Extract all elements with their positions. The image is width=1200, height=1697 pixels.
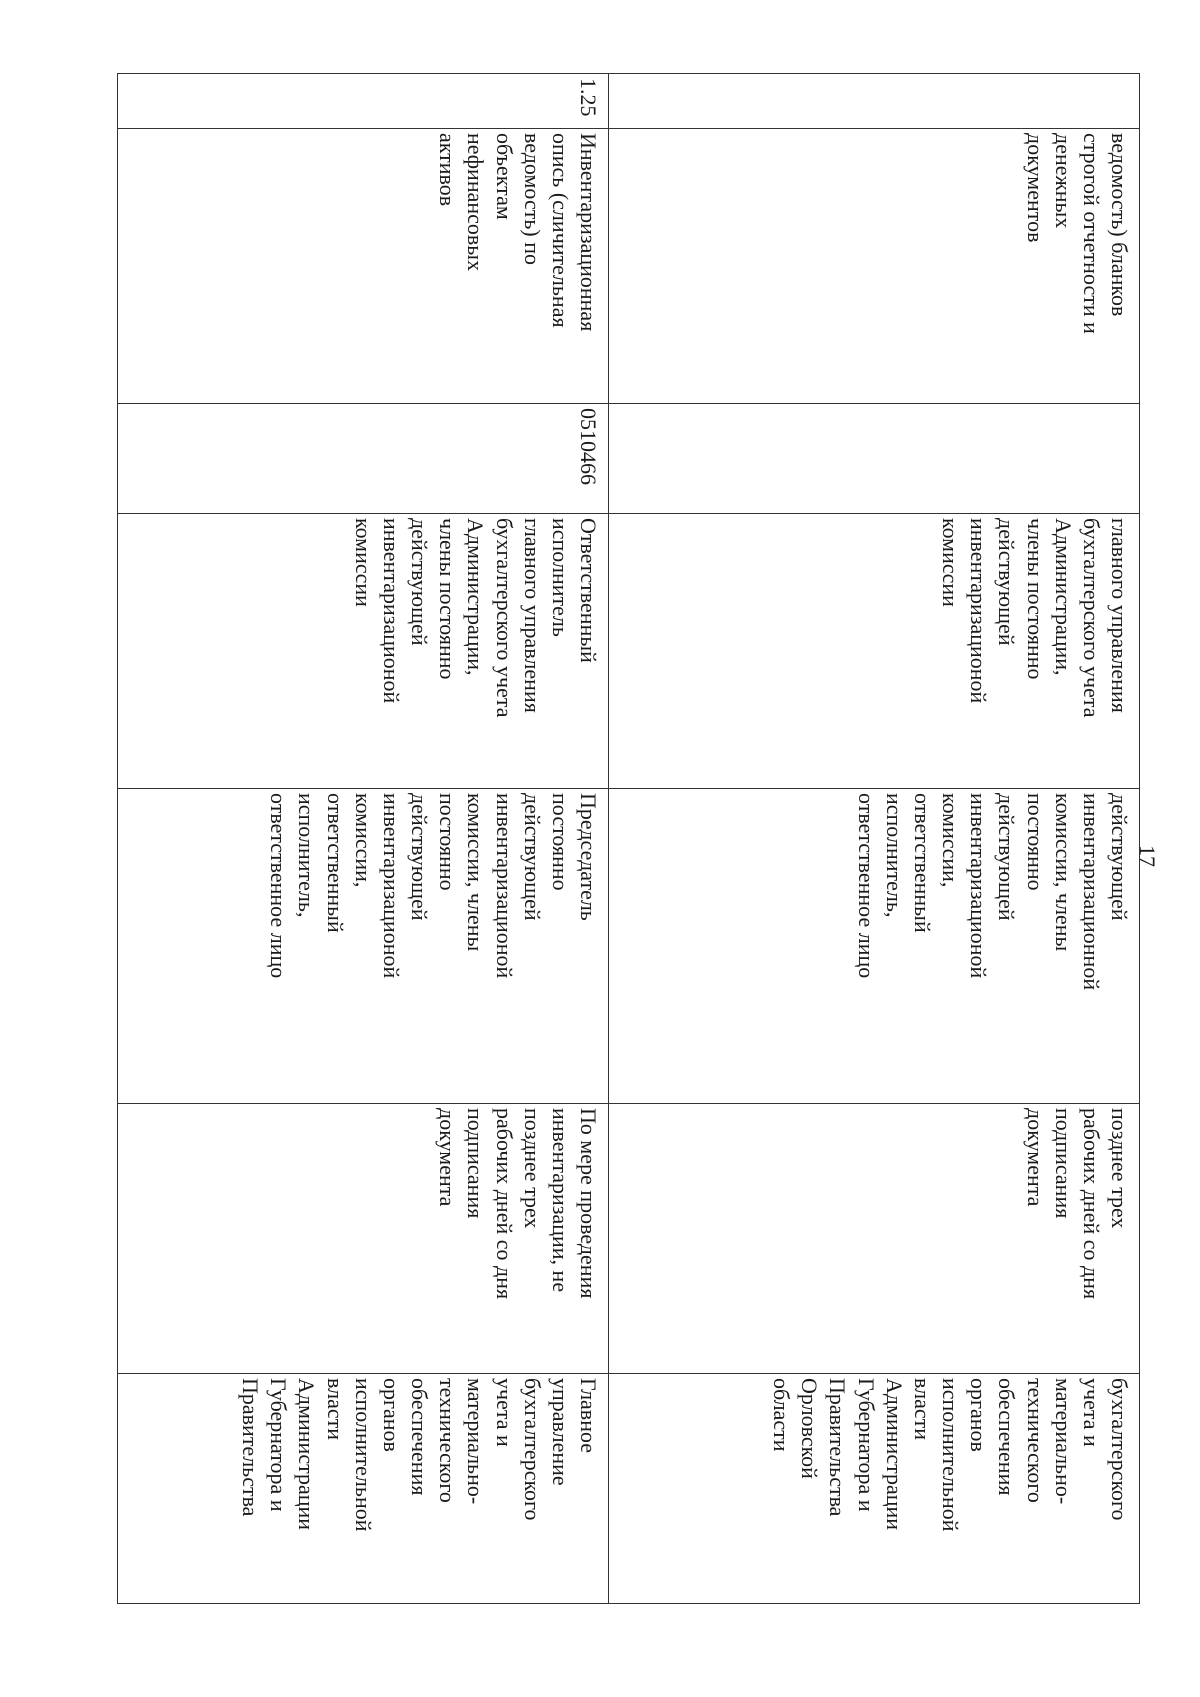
cell-document-name: ведомость) бланков строгой отчетности и денежных документов xyxy=(609,129,1140,404)
cell-form-code: 0510466 xyxy=(118,404,609,514)
cell-form-code xyxy=(609,404,1140,514)
cell-term: позднее трех рабочих дней со дня подписания документа xyxy=(609,1104,1140,1374)
cell-receiver: бухгалтерского учета и материально- технического обеспечения органов исполнительной власти Администрации Губернатора и Правительства Орловской области xyxy=(609,1374,1140,1604)
table-row xyxy=(118,74,609,1604)
cell-document-name: Инвентаризационная опись (сличительная ведомость) по объектам нефинансовых активов xyxy=(118,129,609,404)
cell-term: По мере проведения инвентаризации, не позднее трех рабочих дней со дня подписания документа xyxy=(118,1104,609,1374)
table-row xyxy=(609,74,1140,1604)
cell-responsible: Ответственный исполнитель главного управления бухгалтерского учета Администрации, члены постоянно действующей инвентаризационой комиссии xyxy=(118,514,609,789)
document-table xyxy=(117,73,1140,1604)
rotated-table-container xyxy=(122,73,1140,1603)
cell-responsible: главного управления бухгалтерского учета Администрации, члены постоянно действующей инвентаризационой комиссии xyxy=(609,514,1140,789)
cell-receiver: Главное управление бухгалтерского учета и материально- технического обеспечения органов исполнительной власти Администрации Губернатора и Правительства xyxy=(118,1374,609,1604)
cell-signers: Председатель постоянно действующей инвентаризационой комиссии, члены постоянно действующей инвентаризационой комиссии, ответственный исполнитель, ответственное лицо xyxy=(118,789,609,1104)
cell-number xyxy=(609,74,1140,129)
page-number: 17 xyxy=(1135,845,1160,867)
cell-number: 1.25 xyxy=(118,74,609,129)
cell-signers: действующей инвентаризационной комиссии, члены постоянно действующей инвентаризационой комиссии, ответственный исполнитель, ответственное лицо xyxy=(609,789,1140,1104)
